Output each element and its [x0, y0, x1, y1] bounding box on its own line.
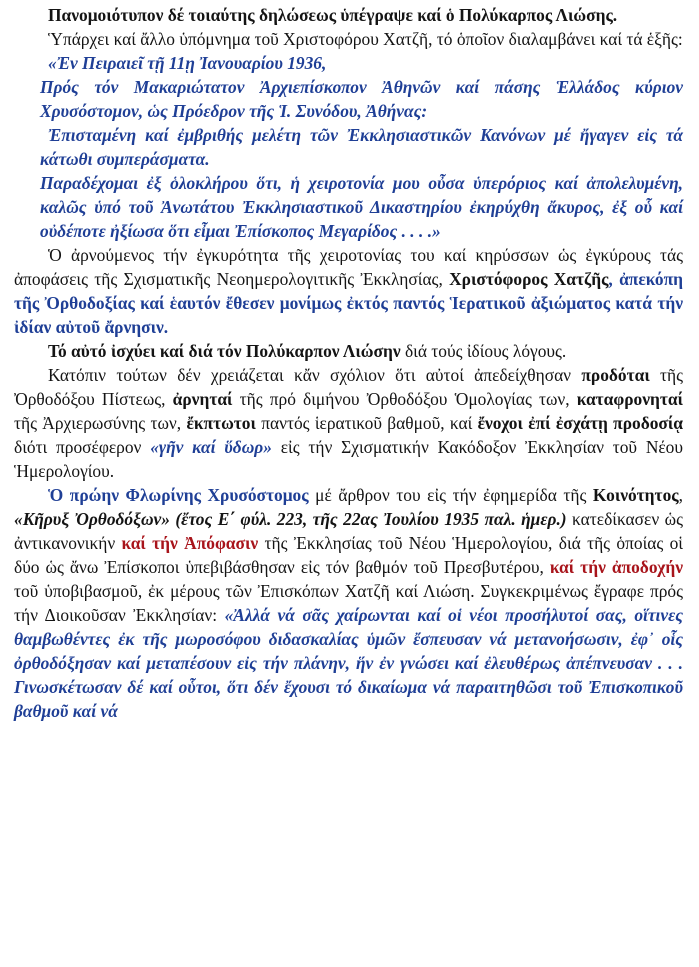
paragraph: [14, 51, 683, 75]
paragraph: [14, 339, 683, 363]
text-run: Πανομοιότυπον δέ τοιαύτης δηλώσεως ὑπέγραψε καί ὁ Πολύκαρπος Λιώσης.: [48, 5, 618, 25]
paragraph: [14, 363, 683, 483]
paragraph: [14, 75, 683, 123]
text-run: διότι προσέφερον: [14, 437, 151, 457]
paragraph: [14, 483, 683, 723]
text-run: «Κῆρυξ Ὀρθοδόξων» (ἔτος Ε΄ φύλ. 223, τῆς 22ας Ἰουλίου 1935 παλ. ἡμερ.): [14, 509, 567, 529]
text-run: Κατόπιν τούτων δέν χρειάζεται κἄν σχόλιον ὅτι αὐτοί ἀπεδείχθησαν: [48, 365, 582, 385]
paragraph: [14, 123, 683, 171]
text-run: , ἀπεκόπη τῆς Ὀρθοδοξίας καί ἑαυτόν ἔθεσεν μονίμως ἐκτός παντός Ἱερατικοῦ ἀξιώματος κατά τήν ἰδίαν αὐτοῦ ἄρνησιν.: [14, 269, 683, 337]
text-run: καταφρονηταί: [576, 389, 683, 409]
text-run: Τό αὐτό ἰσχύει καί διά τόν Πολύκαρπον Λιώσην: [48, 341, 401, 361]
text-run: Πρός τόν Μακαριώτατον Ἀρχιεπίσκοπον Ἀθηνῶν καί πάσης Ἑλλάδος κύριον Χρυσόστομον, ὡς Πρόεδρον τῆς Ἱ. Συνόδου, Ἀθήνας:: [40, 77, 683, 121]
text-run: «Ἀλλά νά σᾶς χαίρωνται καί οἱ νέοι προσήλυτοί σας, οἵτινες θαμβωθέντες ἐκ τῆς μωροσόφου διδασκαλίας ὑμῶν ἔσπευσαν νά μετανοήσωσιν, ἐφ᾽ οἷς ὀρθοδόξησαν καί μεταπέσουν εἰς τήν πλάνην, ἥν ἐν γνώσει καί ἐλευθέρως ἀπέπνευσαν . . . Γινωσκέτωσαν δέ καί οὗτοι, ὅτι δέν ἔχουσι τό δικαίωμα νά παραιτηθῶσι τοῦ Ἐπισκοπικοῦ βαθμοῦ καί νά: [14, 605, 683, 721]
paragraph: [14, 3, 683, 27]
text-run: ἔνοχοι ἐπί ἐσχάτῃ προδοσίᾳ: [477, 413, 683, 433]
text-run: Ὑπάρχει καί ἄλλο ὑπόμνημα τοῦ Χριστοφόρου Χατζῆ, τό ὁποῖον διαλαμβάνει καί τά ἑξῆς:: [48, 29, 683, 49]
text-run: ἔκπτωτοι: [186, 413, 256, 433]
text-run: παντός ἱερατικοῦ βαθμοῦ, καί: [255, 413, 478, 433]
text-run: εἰς τήν Σχισματικήν Κακόδοξον Ἐκκλησίαν τοῦ Νέου Ἡμερολογίου.: [14, 437, 683, 481]
text-run: Ὁ πρώην Φλωρίνης Χρυσόστομος: [48, 485, 309, 505]
text-run: ,: [678, 485, 683, 505]
text-run: Χριστόφορος Χατζῆς: [449, 269, 609, 289]
text-run: καί τήν ἀποδοχήν: [549, 557, 683, 577]
text-run: ἀρνηταί: [172, 389, 233, 409]
paragraph: [14, 171, 683, 243]
text-run: Ὁ ἀρνούμενος τήν ἐγκυρότητα τῆς χειροτονίας του καί κηρύσσων ὡς ἐγκύρους τάς ἀποφάσεις τῆς Σχισματικῆς Νεοημερολογιτικῆς Ἐκκλησίας,: [14, 245, 683, 289]
text-run: τῆς Ὀρθοδόξου Πίστεως,: [14, 365, 684, 409]
text-run: κατεδίκασεν ὡς ἀντικανονικήν: [14, 509, 683, 553]
paragraph: [14, 243, 683, 339]
text-run: καί τήν Ἀπόφασιν: [121, 533, 259, 553]
text-run: Κοινότητος: [592, 485, 679, 505]
paragraph: [14, 27, 683, 51]
text-run: τῆς πρό διμήνου Ὀρθοδόξου Ὁμολογίας των,: [232, 389, 577, 409]
text-run: προδόται: [581, 365, 650, 385]
text-run: διά τούς ἰδίους λόγους.: [400, 341, 567, 361]
text-run: «Ἐν Πειραιεῖ τῇ 11ῃ Ἰανουαρίου 1936,: [48, 53, 327, 73]
text-run: «γῆν καί ὕδωρ»: [150, 437, 272, 457]
text-run: Ἐπισταμένη καί ἐμβριθής μελέτη τῶν Ἐκκλησιαστικῶν Κανόνων μέ ἤγαγεν εἰς τά κάτωθι συμπεράσματα.: [40, 125, 683, 169]
text-run: τοῦ ὑποβιβασμοῦ, ἐκ μέρους τῶν Ἐπισκόπων Χατζῆ καί Λιώση. Συγκεκριμένως ἔγραφε πρός τήν Διοικοῦσαν Ἐκκλησίαν:: [14, 581, 683, 625]
text-run: τῆς Ἀρχιερωσύνης των,: [14, 413, 187, 433]
text-run: μέ ἄρθρον του εἰς τήν ἐφημερίδα τῆς: [308, 485, 593, 505]
text-run: Παραδέχομαι ἐξ ὁλοκλήρου ὅτι, ἡ χειροτονία μου οὖσα ὑπερόριος καί ἀπολελυμένη, καλῶς ὑπό τοῦ Ἀνωτάτου Ἐκκλησιαστικοῦ Δικαστηρίου ἐκηρύχθη ἄκυρος, ἐξ οὗ καί οὐδέποτε ἠξίωσα ὅτι εἶμαι Ἐπίσκοπος Μεγαρίδος . . . .»: [40, 173, 683, 241]
text-run: τῆς Ἐκκλησίας τοῦ Νέου Ἡμερολογίου, διά τῆς ὁποίας οἱ δύο ὡς ἄνω Ἐπίσκοποι ὑπεβιβάσθησαν εἰς τόν βαθμόν τοῦ Πρεσβυτέρου,: [14, 533, 683, 577]
